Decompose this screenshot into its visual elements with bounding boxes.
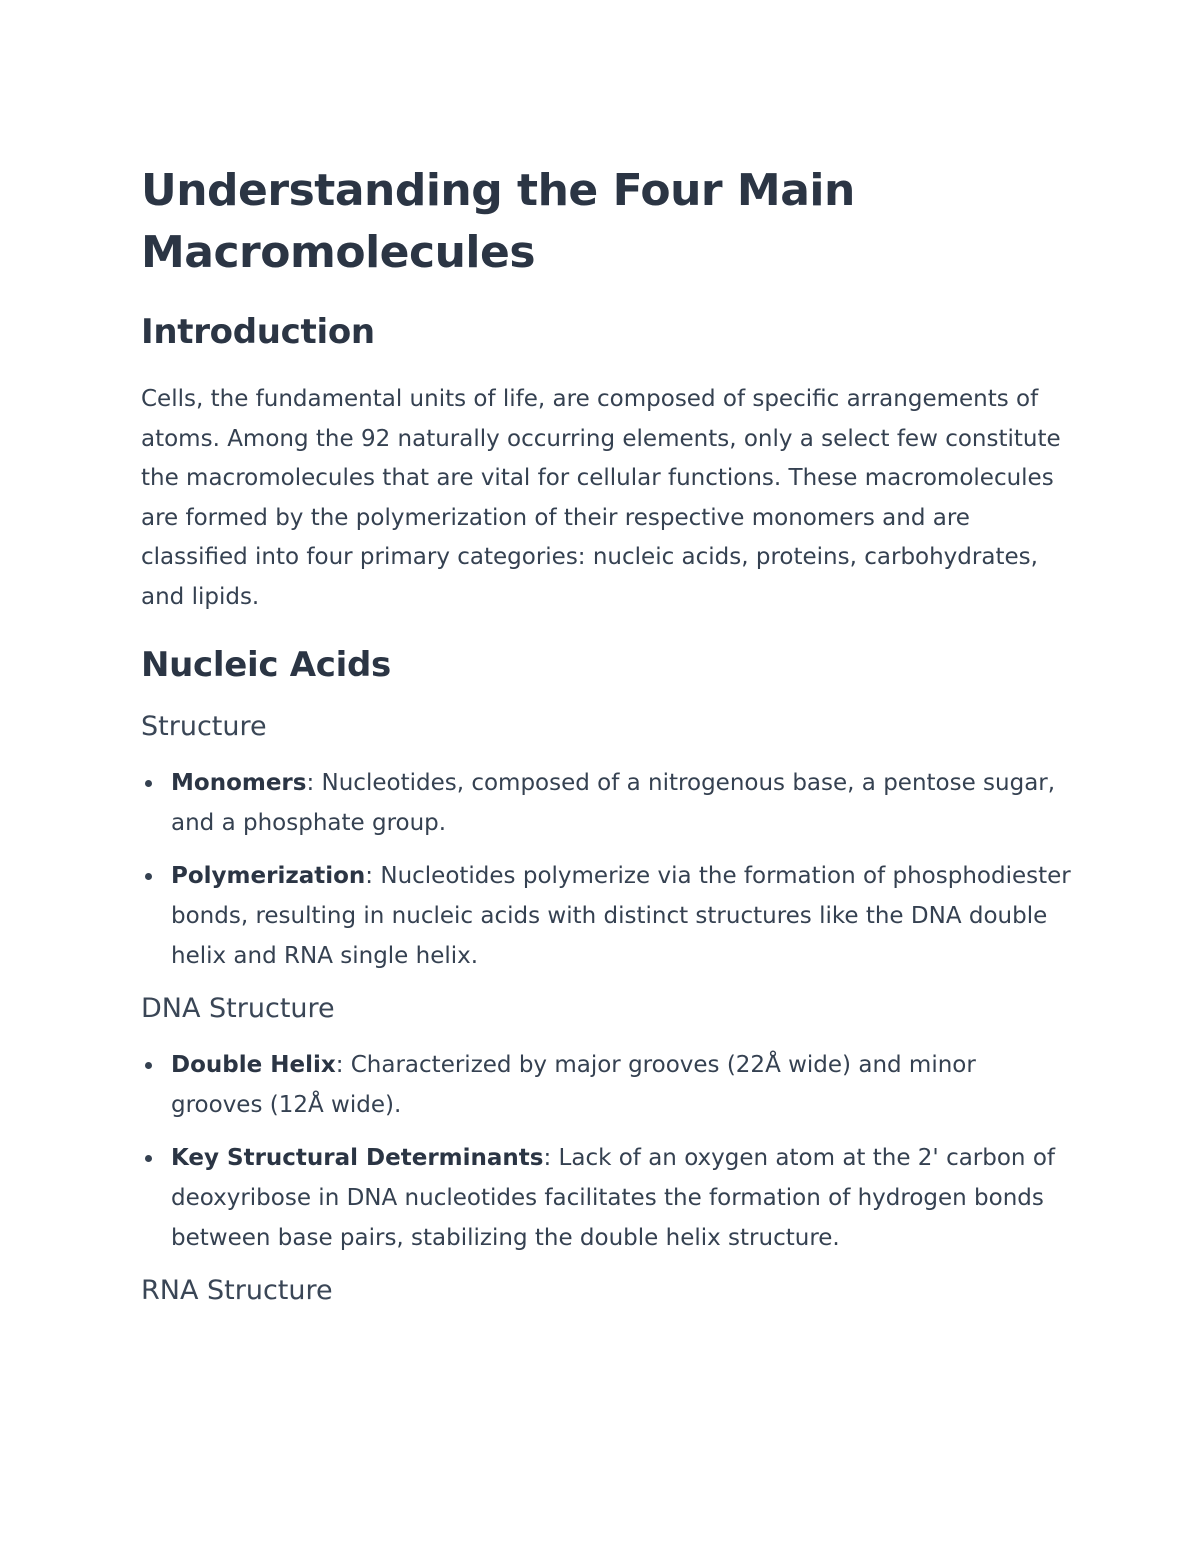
structure-list xyxy=(141,763,1071,976)
list-item-separator: : xyxy=(335,1052,344,1078)
list-item-term: Double Helix xyxy=(171,1052,336,1078)
list-item-separator: : xyxy=(365,863,374,889)
list-item xyxy=(141,1138,1071,1258)
list-item xyxy=(141,856,1071,976)
list-item-text: Nucleotides, composed of a nitrogenous base, a pentose sugar, and a phosphate group. xyxy=(171,770,1056,836)
introduction-paragraph: Cells, the fundamental units of life, are composed of specific arrangements of atoms. Among the 92 naturally occurring elements, only a select few constitute the macromolecules that are vital for cellular functions. These macromolecules are formed by the polymerization of their respective monomers and are classified into four primary categories: nucleic acids, proteins, carbohydrates, and lipids. xyxy=(141,386,1061,610)
dna-structure-list xyxy=(141,1045,1071,1258)
list-item-separator: : xyxy=(306,770,315,796)
list-item-term: Monomers xyxy=(171,770,307,796)
subsection-heading-rna-structure: RNA Structure xyxy=(141,1275,333,1306)
list-item xyxy=(141,763,1071,843)
list-item-term: Key Structural Determinants xyxy=(171,1145,544,1171)
subsection-heading-dna-structure: DNA Structure xyxy=(141,993,335,1024)
document-page xyxy=(141,160,1071,1311)
list-item-separator: : xyxy=(543,1145,552,1171)
document-title: Understanding the Four Main Macromolecules xyxy=(141,165,855,278)
section-heading-introduction: Introduction xyxy=(141,312,375,352)
list-item-text: Lack of an oxygen atom at the 2' carbon of deoxyribose in DNA nucleotides facilitates the formation of hydrogen bonds between base pairs, stabilizing the double helix structure. xyxy=(171,1145,1055,1251)
section-heading-nucleic-acids: Nucleic Acids xyxy=(141,645,391,685)
list-item-term: Polymerization xyxy=(171,863,366,889)
list-item xyxy=(141,1045,1071,1125)
list-item-text: Nucleotides polymerize via the formation of phosphodiester bonds, resulting in nucleic acids with distinct structures like the DNA double helix and RNA single helix. xyxy=(171,863,1071,969)
subsection-heading-structure: Structure xyxy=(141,711,267,742)
list-item-text: Characterized by major grooves (22Å wide) and minor grooves (12Å wide). xyxy=(171,1052,976,1118)
